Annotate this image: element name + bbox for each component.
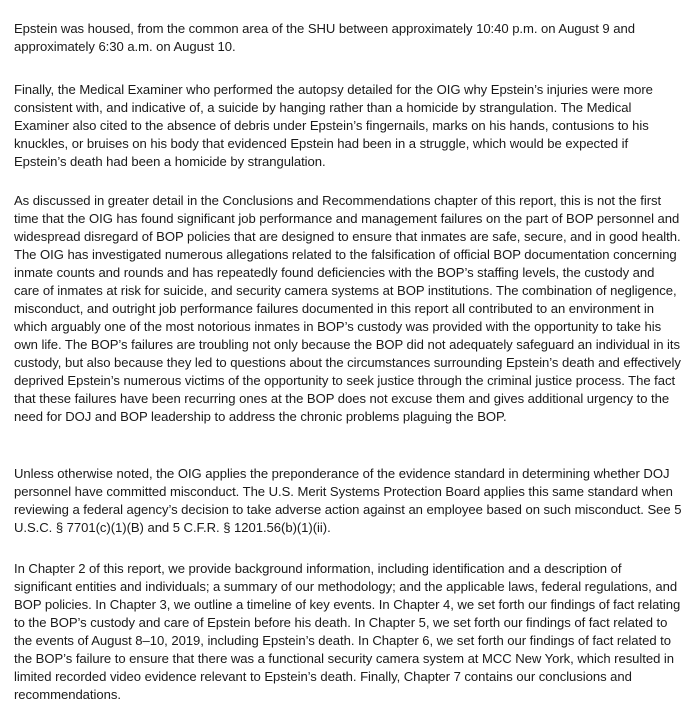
paragraph-chapter-overview: In Chapter 2 of this report, we provide background information, including identification and a description of significant entities and individuals; a summary of our methodology; and the applicable laws, federal regulations, and BOP policies. In Chapter 3, we outline a timeline of key events. In Chapter 4, we set forth our findings of fact relating to the BOP’s custody and care of Epstein before his death. In Chapter 5, we set forth our findings of fact related to the events of August 8–10, 2019, including Epstein’s death. In Chapter 6, we set forth our findings of fact related to the BOP’s failure to ensure that there was a functional security camera system at MCC New York, which resulted in limited recorded video evidence relevant to Epstein’s death. Finally, Chapter 7 contains our conclusions and recommendations. [14, 561, 681, 702]
paragraph-evidence-standard: Unless otherwise noted, the OIG applies the preponderance of the evidence standard in determining whether DOJ personnel have committed misconduct. The U.S. Merit Systems Protection Board applies this same standard when reviewing a federal agency’s decision to take adverse action against an employee based on such misconduct. See 5 U.S.C. § 7701(c)(1)(B) and 5 C.F.R. § 1201.56(b)(1)(ii). [14, 466, 682, 535]
paragraph-bop-failures: As discussed in greater detail in the Conclusions and Recommendations chapter of this report, this is not the first time that the OIG has found significant job performance and management failures on the part of BOP personnel and widespread disregard of BOP policies that are designed to ensure that inmates are safe, secure, and in good health. The OIG has investigated numerous allegations related to the falsification of official BOP documentation concerning inmate counts and rounds and has repeatedly found deficiencies with the BOP’s staffing levels, the custody and care of inmates at risk for suicide, and security camera systems at BOP institutions. The combination of negligence, misconduct, and outright job performance failures documented in this report all contributed to an environment in which arguably one of the most notorious inmates in BOP’s custody was provided with the opportunity to take his own life. The BOP’s failures are troubling not only because the BOP did not adequately safeguard an individual in its custody, but also because they led to questions about the circumstances surrounding Epstein’s death and effectively deprived Epstein’s numerous victims of the opportunity to seek justice through the criminal justice process. The fact that these failures have been recurring ones at the BOP does not excuse them and gives additional urgency to the need for DOJ and BOP leadership to address the chronic problems plaguing the BOP. [14, 193, 681, 424]
paragraph-medical-examiner: Finally, the Medical Examiner who performed the autopsy detailed for the OIG why Epstein’s injuries were more consistent with, and indicative of, a suicide by hanging rather than a homicide by strangulation. The Medical Examiner also cited to the absence of debris under Epstein’s fingernails, marks on his hands, contusions to his knuckles, or bruises on his body that evidenced Epstein had been in a struggle, which would be expected if Epstein’s death had been a homicide by strangulation. [14, 82, 653, 169]
paragraph-housing-timeframe: Epstein was housed, from the common area of the SHU between approximately 10:40 p.m. on August 9 and approximately 6:30 a.m. on August 10. [14, 21, 635, 54]
